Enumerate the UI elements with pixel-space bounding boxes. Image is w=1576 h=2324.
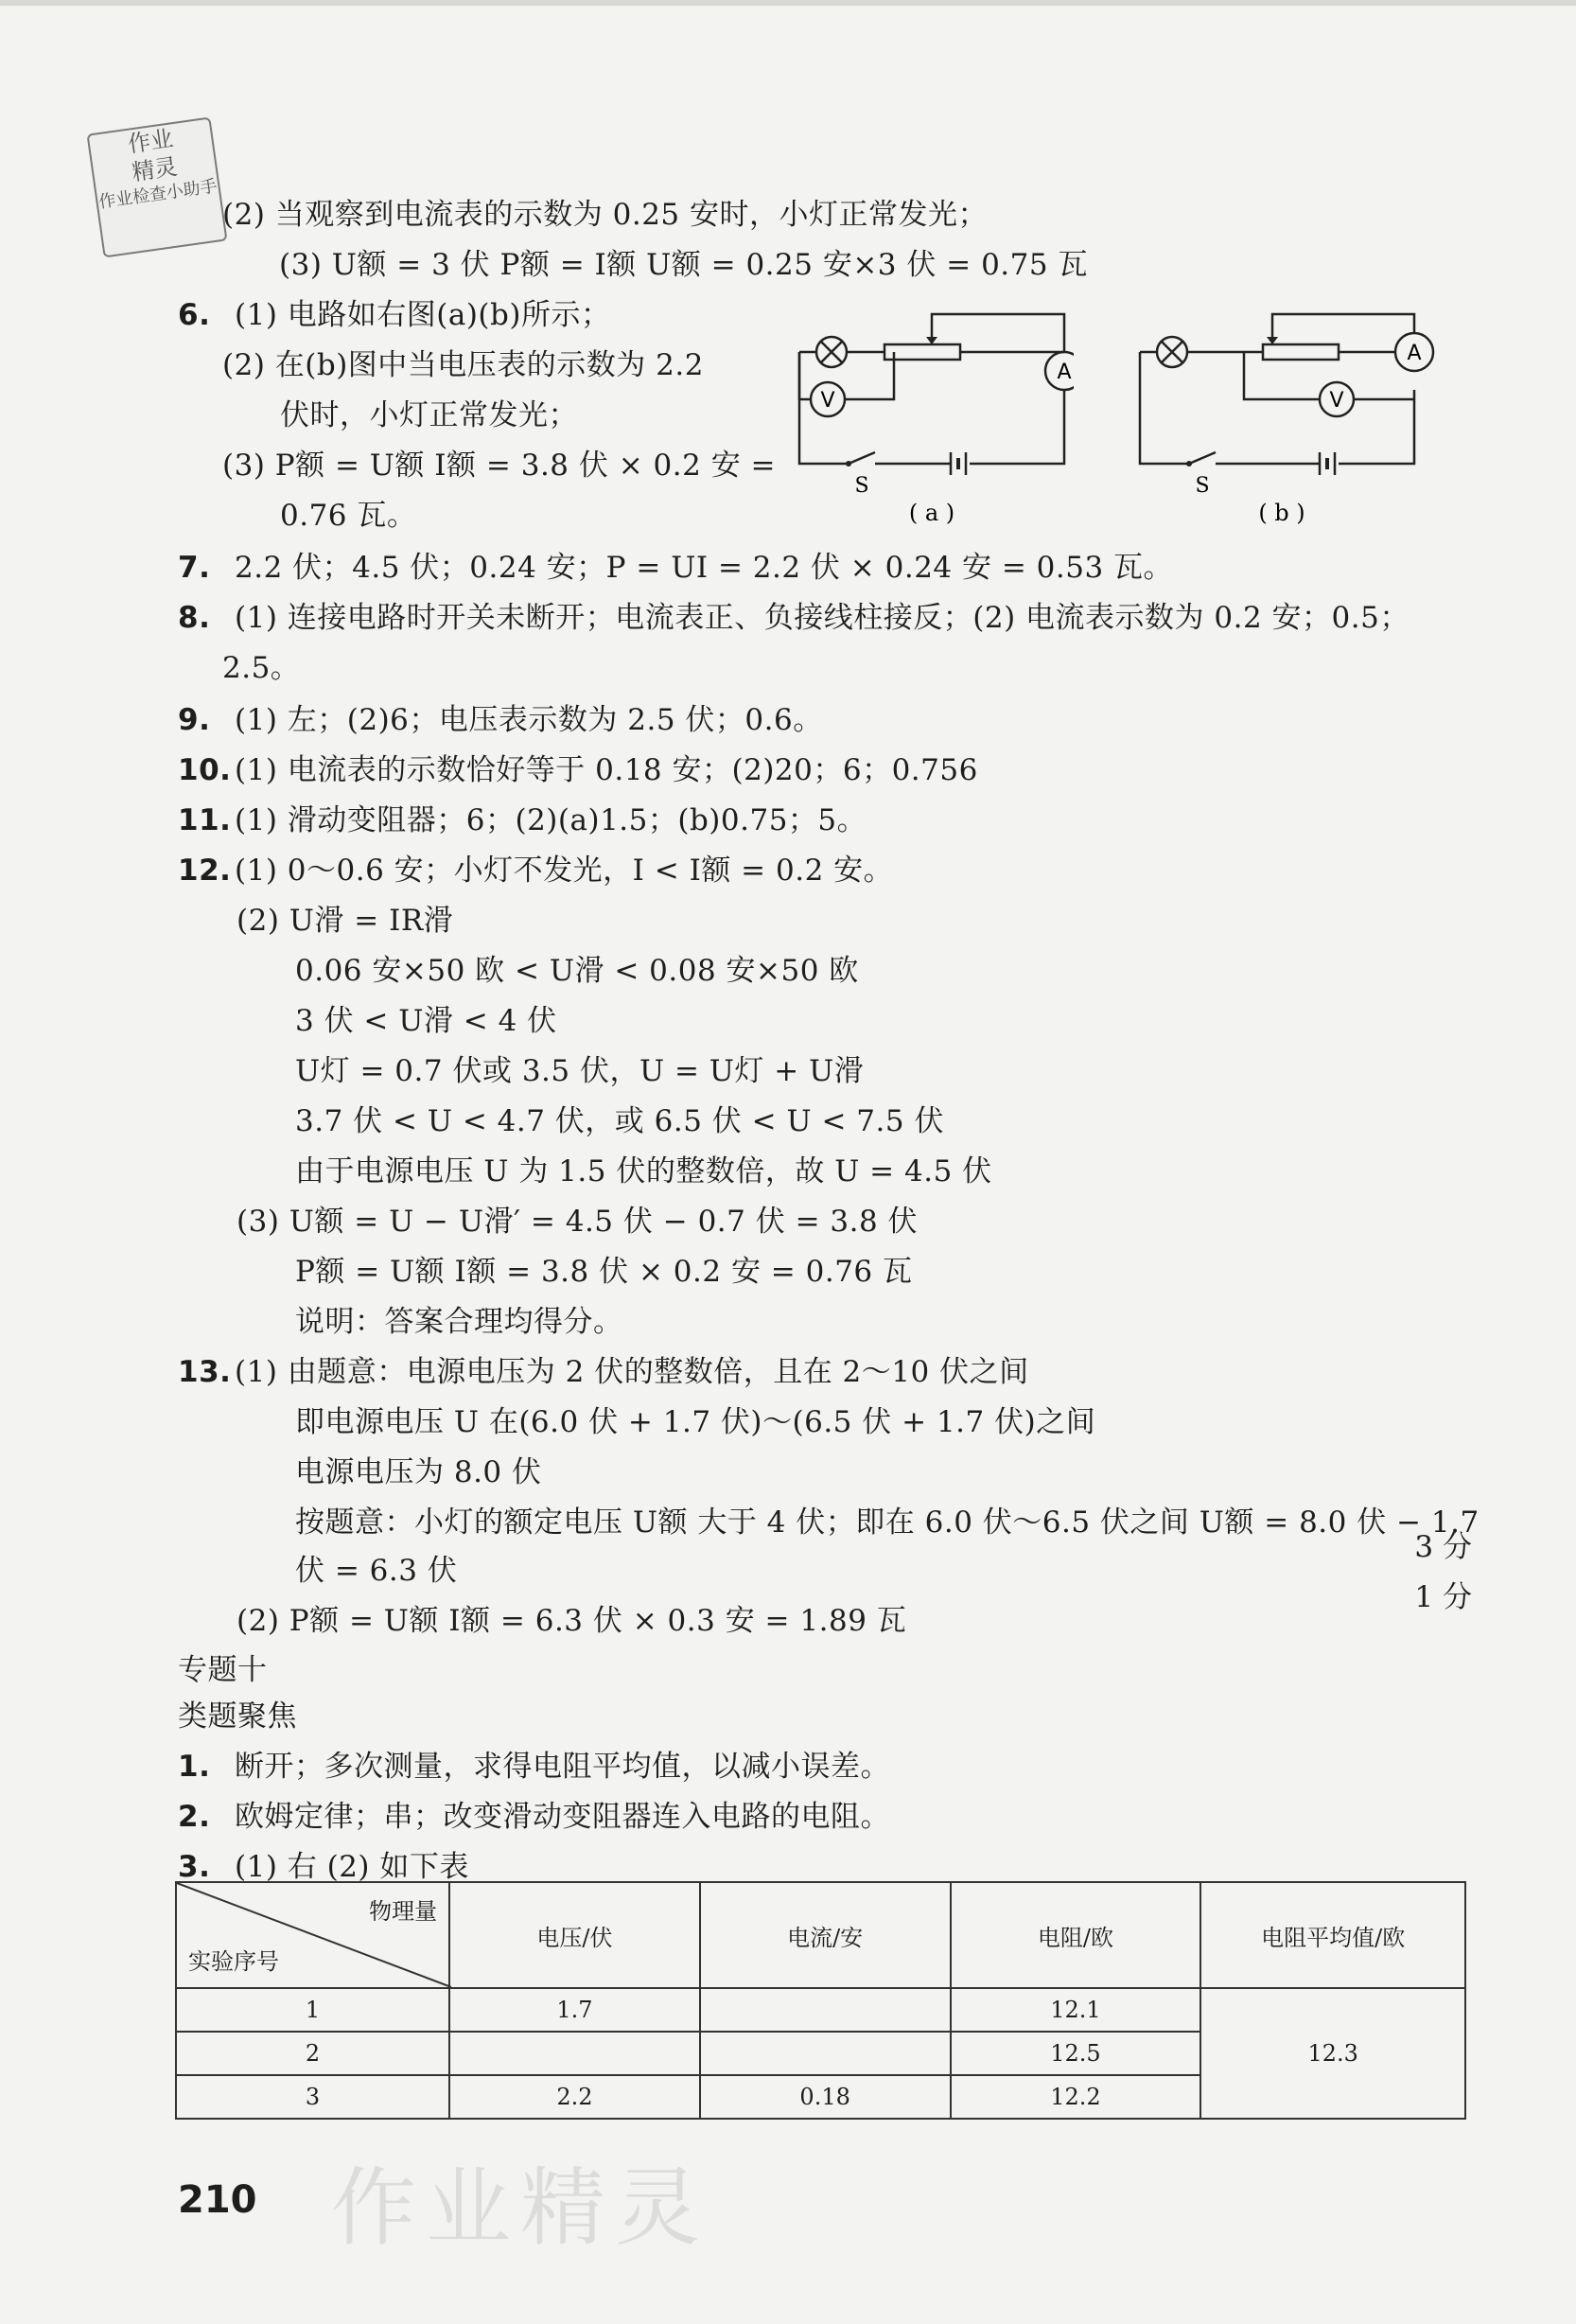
line-text: 即电源电压 U 在(6.0 伏 + 1.7 伏)～(6.5 伏 + 1.7 伏)之间 (295, 1405, 1096, 1439)
question-number: 10. (178, 753, 232, 787)
stamp-line3: 作业检查小助手 (97, 176, 219, 213)
header-voltage: 电压/伏 (449, 1882, 700, 1988)
answer-line-l20 (295, 1153, 992, 1190)
question-number: 3. (178, 1850, 211, 1884)
cell-i (700, 2032, 951, 2075)
score-3: 3 分 (1414, 1530, 1472, 1564)
line-text: (1) 0～0.6 安；小灯不发光，I < I额 = 0.2 安。 (235, 854, 894, 888)
answer-line-l25 (295, 1403, 1095, 1441)
answer-line-l6 (222, 447, 776, 484)
corner-bottom-label: 实验序号 (188, 1948, 279, 1975)
cell-r: 12.1 (951, 1988, 1201, 2032)
line-text: 按题意：小灯的额定电压 U额 大于 4 伏；即在 6.0 伏～6.5 伏之间 U额 = 8.0 伏 − 1.7 (295, 1505, 1480, 1540)
answer-line-l15 (236, 902, 453, 940)
stamp-line1: 作业 (126, 125, 175, 158)
answer-line-l32 (178, 1748, 890, 1786)
line-text: (2) P额 = U额 I额 = 6.3 伏 × 0.3 安 = 1.89 瓦 (236, 1604, 907, 1638)
answer-line-l28 (295, 1552, 457, 1590)
cell-n: 1 (176, 1988, 449, 2032)
answer-line-l2 (279, 246, 1088, 284)
app-stamp-logo (86, 116, 227, 257)
answer-line-l9 (178, 599, 1410, 637)
line-text: 3.7 伏 < U < 4.7 伏，或 6.5 伏 < U < 7.5 伏 (295, 1104, 944, 1138)
answer-line-l26 (295, 1453, 542, 1491)
line-text: (1) 右 (2) 如下表 (235, 1850, 469, 1884)
stamp-line2: 精灵 (130, 152, 180, 186)
line-text: 2.2 伏；4.5 伏；0.24 安；P = UI = 2.2 伏 × 0.24 安 = 0.53 瓦。 (235, 551, 1174, 585)
cell-n: 2 (176, 2032, 449, 2075)
line-text: 0.06 安×50 欧 < U滑 < 0.08 安×50 欧 (295, 954, 859, 988)
page-number: 210 (178, 2178, 257, 2222)
circuit-b-label: ( b ) (1258, 500, 1305, 526)
answer-line-l7 (280, 497, 416, 535)
line-text: (1) 滑动变阻器；6；(2)(a)1.5；(b)0.75；5。 (235, 803, 867, 837)
line-text: (3) U额 = U − U滑′ = 4.5 伏 − 0.7 伏 = 3.8 伏 (236, 1205, 919, 1239)
cell-r: 12.2 (951, 2075, 1201, 2119)
switch-label-a: S (854, 474, 869, 498)
header-current: 电流/安 (700, 1882, 951, 1988)
answer-line-l12 (178, 751, 978, 789)
answer-line-l13 (178, 801, 867, 839)
line-text: (1) 由题意：电源电压为 2 伏的整数倍，且在 2～10 伏之间 (235, 1355, 1029, 1389)
answer-line-l8 (178, 549, 1173, 587)
circuit-diagram-b (1130, 303, 1490, 530)
line-text: 2.5。 (222, 651, 301, 685)
header-resistance: 电阻/欧 (951, 1882, 1201, 1988)
line-text: 专题十 (178, 1653, 268, 1687)
line-text: (2) 当观察到电流表的示数为 0.25 安时，小灯正常发光； (222, 198, 988, 232)
answer-line-l18 (295, 1052, 864, 1090)
answer-line-l34 (178, 1848, 469, 1886)
cell-i: 0.18 (700, 2075, 951, 2119)
line-text: 类题聚焦 (178, 1699, 297, 1734)
cell-n: 3 (176, 2075, 449, 2119)
table-row (176, 1988, 1465, 2032)
line-text: 0.76 瓦。 (280, 499, 417, 533)
question-number: 13. (178, 1355, 232, 1389)
line-text: (1) 左；(2)6；电压表示数为 2.5 伏；0.6。 (235, 703, 823, 737)
circuit-diagram-a (790, 303, 1074, 530)
answer-line-l29 (236, 1602, 906, 1640)
question-number: 7. (178, 551, 211, 585)
line-text: 说明：答案合理均得分。 (295, 1305, 623, 1339)
line-text: (2) U滑 = IR滑 (236, 904, 454, 938)
header-average: 电阻平均值/欧 (1200, 1882, 1465, 1988)
answer-line-l33 (178, 1798, 890, 1836)
voltmeter-label-a: V (820, 389, 835, 413)
answer-line-l22 (295, 1253, 913, 1291)
question-number: 11. (178, 803, 232, 837)
corner-top-label: 物理量 (369, 1898, 438, 1925)
answer-line-l16 (295, 952, 859, 990)
question-number: 6. (178, 298, 211, 332)
score-1: 1 分 (1414, 1580, 1472, 1614)
question-number: 9. (178, 703, 211, 737)
question-number: 12. (178, 854, 232, 888)
line-text: U灯 = 0.7 伏或 3.5 伏，U = U灯 + U滑 (295, 1054, 865, 1088)
line-text: 电源电压为 8.0 伏 (295, 1455, 542, 1489)
answer-line-l31 (178, 1698, 297, 1735)
line-text: (1) 电路如右图(a)(b)所示； (235, 298, 611, 332)
answer-line-l21 (236, 1203, 918, 1241)
line-text: (1) 电流表的示数恰好等于 0.18 安；(2)20；6；0.756 (235, 753, 978, 787)
answer-line-l4 (222, 346, 704, 384)
voltmeter-label-b: V (1329, 389, 1344, 413)
ammeter-label-b: A (1407, 342, 1422, 365)
table-corner-cell (176, 1882, 449, 1988)
answer-line-l23 (295, 1303, 623, 1341)
line-text: (2) 在(b)图中当电压表的示数为 2.2 (222, 348, 704, 382)
question-number: 2. (178, 1800, 211, 1834)
line-text: 3 伏 < U滑 < 4 伏 (295, 1004, 557, 1038)
line-text: P额 = U额 I额 = 3.8 伏 × 0.2 安 = 0.76 瓦 (295, 1255, 913, 1289)
line-text: 断开；多次测量，求得电阻平均值，以减小误差。 (235, 1750, 890, 1784)
line-text: (1) 连接电路时开关未断开；电流表正、负接线柱接反；(2) 电流表示数为 0.2 安；0.5； (235, 601, 1410, 635)
answer-line-l3 (178, 296, 610, 334)
experiment-table (175, 1881, 1466, 2120)
answer-line-l11 (178, 701, 823, 739)
answer-line-l19 (295, 1102, 944, 1140)
watermark: 作业精灵 (331, 2158, 709, 2258)
answer-line-l10 (222, 649, 300, 687)
circuit-a-label: ( a ) (908, 500, 955, 526)
answer-line-l14 (178, 852, 893, 889)
cell-u (449, 2032, 700, 2075)
cell-u: 1.7 (449, 1988, 700, 2032)
answer-line-l27 (295, 1504, 1480, 1541)
cell-average: 12.3 (1200, 1988, 1465, 2119)
switch-label-b: S (1195, 474, 1210, 498)
answer-line-l17 (295, 1002, 557, 1040)
line-text: 欧姆定律；串；改变滑动变阻器连入电路的电阻。 (235, 1800, 890, 1834)
line-text: 伏 = 6.3 伏 (295, 1554, 458, 1588)
line-text: 伏时，小灯正常发光； (280, 398, 578, 432)
ammeter-label-a: A (1057, 361, 1072, 384)
answer-line-l30 (178, 1651, 268, 1689)
answer-line-l1 (222, 196, 988, 234)
line-text: 由于电源电压 U 为 1.5 伏的整数倍，故 U = 4.5 伏 (295, 1154, 992, 1188)
line-text: (3) P额 = U额 I额 = 3.8 伏 × 0.2 安 = (222, 449, 777, 483)
cell-u: 2.2 (449, 2075, 700, 2119)
line-text: (3) U额 = 3 伏 P额 = I额 U额 = 0.25 安×3 伏 = 0.75 瓦 (279, 248, 1088, 282)
answer-line-l24 (178, 1353, 1029, 1391)
page-top-edge (0, 0, 1576, 6)
question-number: 8. (178, 601, 211, 635)
cell-r: 12.5 (951, 2032, 1201, 2075)
cell-i (700, 1988, 951, 2032)
answer-line-l5 (280, 396, 578, 434)
question-number: 1. (178, 1750, 211, 1784)
